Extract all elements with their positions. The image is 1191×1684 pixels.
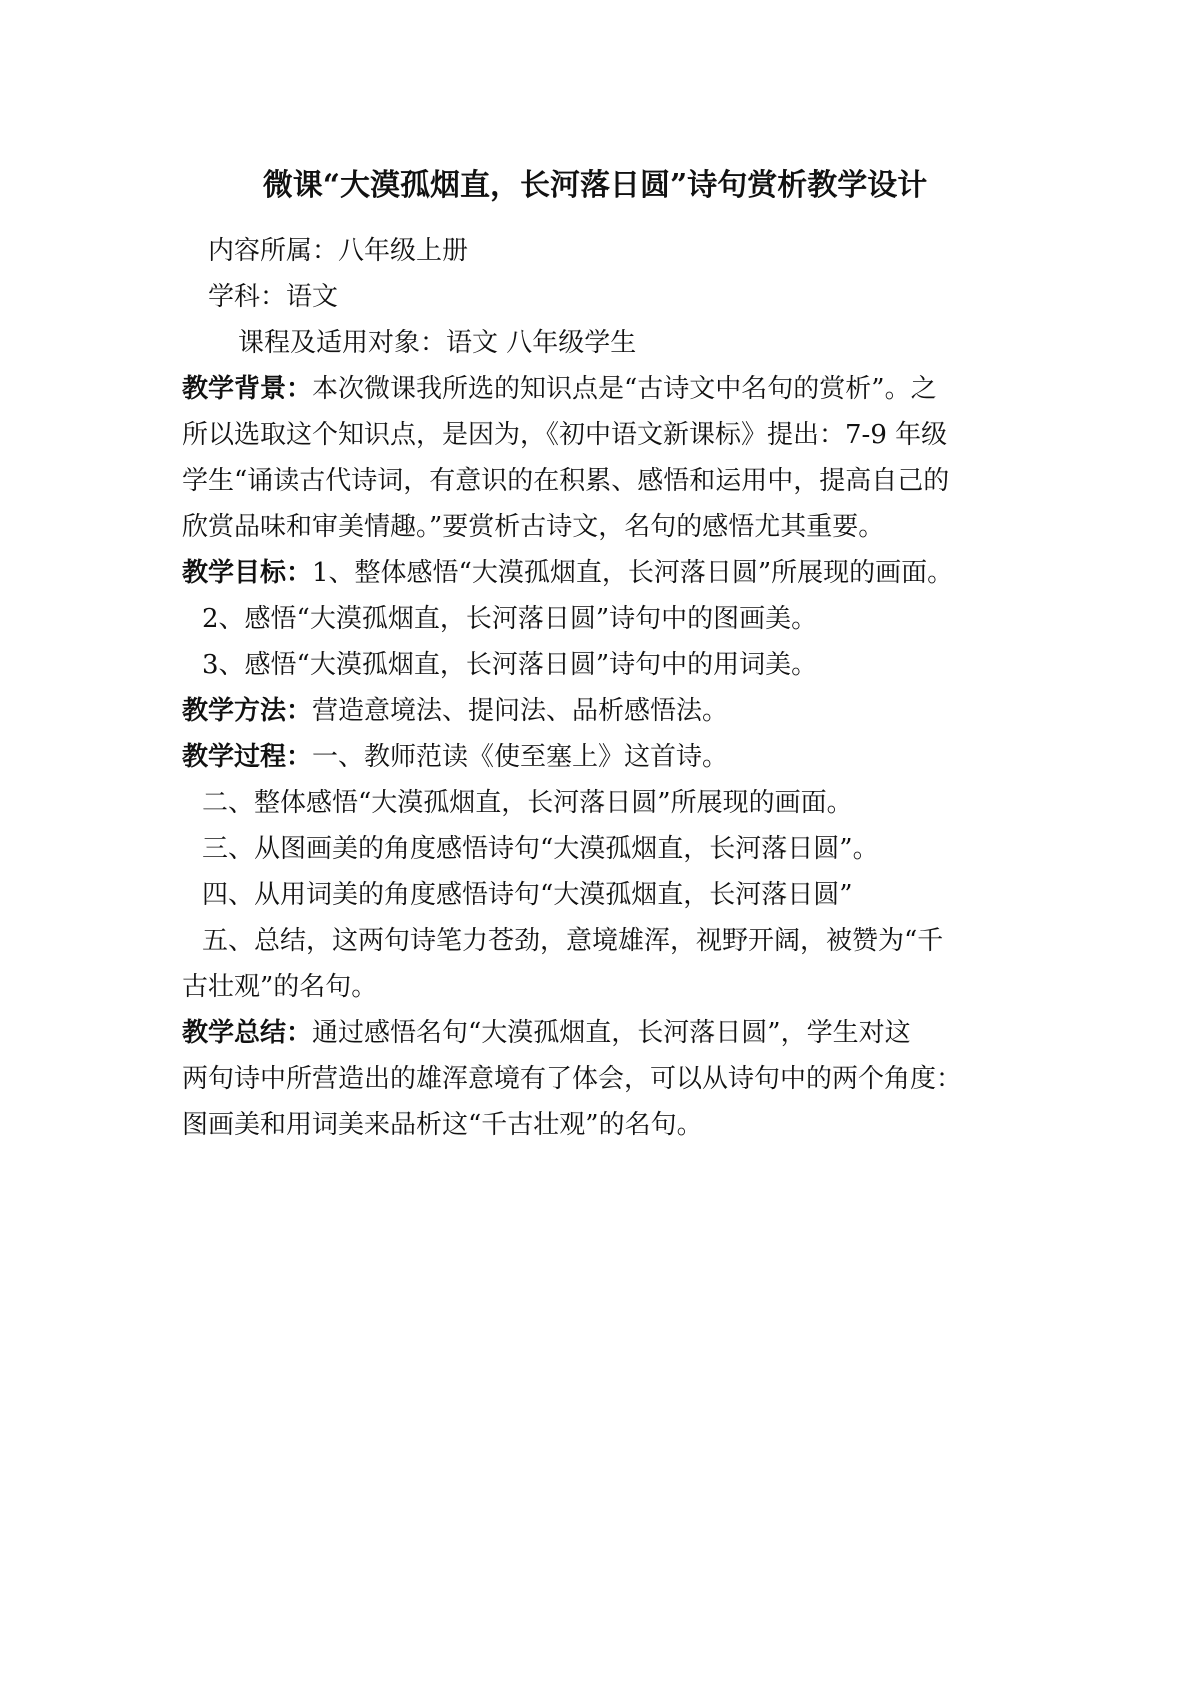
process-step-2: 二、整体感悟“大漠孤烟直，长河落日圆”所展现的画面。	[202, 788, 853, 818]
process-step-1: 一、教师范读《使至塞上》这首诗。	[312, 742, 729, 772]
goals-label: 教学目标：	[182, 558, 313, 588]
process-step-5-line-1: 五、总结，这两句诗笔力苍劲，意境雄浑，视野开阔，被赞为“千	[202, 926, 944, 956]
course-target-line: 课程及适用对象：语文 八年级学生	[238, 328, 637, 358]
background-line-3: 学生“诵读古代诗词，有意识的在积累、感悟和运用中，提高自己的	[182, 466, 950, 496]
goal-item-2: 2、感悟“大漠孤烟直，长河落日圆”诗句中的图画美。	[202, 604, 818, 634]
document-title: 微课“大漠孤烟直，长河落日圆”诗句赏析教学设计	[262, 168, 928, 203]
methods-line	[182, 688, 1032, 734]
background-line-1	[182, 366, 1032, 412]
methods-label: 教学方法：	[182, 696, 313, 726]
process-step-4: 四、从用词美的角度感悟诗句“大漠孤烟直，长河落日圆”	[202, 880, 853, 910]
summary-line-3: 图画美和用词美来品析这“千古壮观”的名句。	[182, 1110, 703, 1140]
subject-line: 学科：语文	[208, 282, 339, 312]
methods-text: 营造意境法、提问法、品析感悟法。	[312, 696, 729, 726]
summary-line-1	[182, 1010, 1032, 1056]
goals-line-1	[182, 550, 1032, 596]
content-belongs-line: 内容所属：八年级上册	[208, 236, 469, 266]
background-text-1: 本次微课我所选的知识点是“古诗文中名句的赏析”。之	[312, 374, 937, 404]
summary-label: 教学总结：	[182, 1018, 313, 1048]
summary-text-1: 通过感悟名句“大漠孤烟直，长河落日圆”，学生对这	[312, 1018, 911, 1048]
goal-item-1: 1、整体感悟“大漠孤烟直，长河落日圆”所展现的画面。	[312, 558, 954, 588]
process-line-1	[182, 734, 1032, 780]
summary-line-2: 两句诗中所营造出的雄浑意境有了体会，可以从诗句中的两个角度：	[182, 1064, 963, 1094]
process-step-5-line-2: 古壮观”的名句。	[182, 972, 378, 1002]
document-body	[182, 228, 1032, 1148]
process-label: 教学过程：	[182, 742, 313, 772]
background-line-2: 所以选取这个知识点，是因为，《初中语文新课标》提出：7-9 年级	[182, 420, 948, 450]
background-label: 教学背景：	[182, 374, 313, 404]
goal-item-3: 3、感悟“大漠孤烟直，长河落日圆”诗句中的用词美。	[202, 650, 818, 680]
background-line-4: 欣赏品味和审美情趣。”要赏析古诗文，名句的感悟尤其重要。	[182, 512, 885, 542]
process-step-3: 三、从图画美的角度感悟诗句“大漠孤烟直，长河落日圆”。	[202, 834, 879, 864]
